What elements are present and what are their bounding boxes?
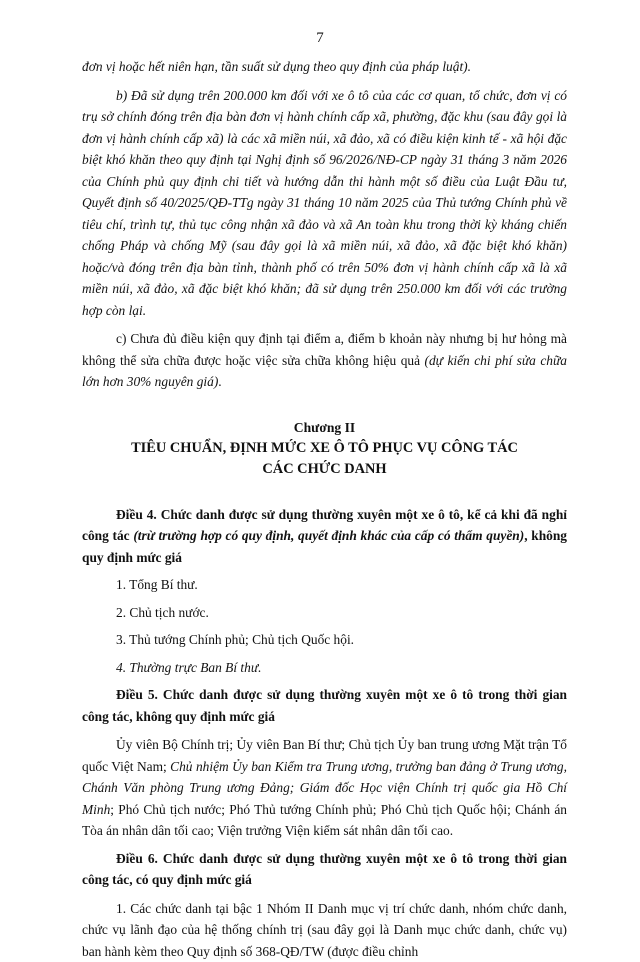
article-5-body-b: ; Phó Chủ tịch nước; Phó Thủ tướng Chính phủ; Phó Chủ tịch Quốc hội; Chánh án Tòa án nhân dân tối cao; Viện trưởng Viện kiểm sát nhân dân tối cao. bbox=[82, 802, 567, 839]
article-4-heading-b: , không quy định mức giá bbox=[82, 528, 567, 565]
article-4-heading-italic: (trừ trường hợp có quy định, quyết định khác của cấp có thẩm quyền) bbox=[133, 528, 524, 543]
chapter-title-line1: TIÊU CHUẨN, ĐỊNH MỨC XE Ô TÔ PHỤC VỤ CÔNG TÁC bbox=[82, 438, 567, 459]
chapter-label: Chương II bbox=[82, 417, 567, 438]
article-5-body bbox=[82, 734, 567, 842]
article-5-body-a: Ủy viên Bộ Chính trị; Ủy viên Ban Bí thư; Chủ tịch Ủy ban trung ương Mặt trận Tổ quốc Việt Nam; bbox=[82, 737, 567, 774]
point-c-italic: (dự kiến chi phí sửa chữa lớn hơn 30% nguyên giá) bbox=[82, 353, 567, 390]
article-5-heading: Điều 5. Chức danh được sử dụng thường xuyên một xe ô tô trong thời gian công tác, không quy định mức giá bbox=[82, 684, 567, 727]
article-4-heading bbox=[82, 504, 567, 569]
article-4-item: 4. Thường trực Ban Bí thư. bbox=[82, 657, 567, 679]
chapter-title-line2: CÁC CHỨC DANH bbox=[82, 459, 567, 480]
article-6-heading: Điều 6. Chức danh được sử dụng thường xuyên một xe ô tô trong thời gian công tác, có quy định mức giá bbox=[82, 848, 567, 891]
article-4-item: 1. Tổng Bí thư. bbox=[82, 574, 567, 596]
point-c-text: c) Chưa đủ điều kiện quy định tại điểm a, điểm b khoản này nhưng bị hư hỏng mà không thể sửa chữa được hoặc việc sửa chữa không hiệu quả bbox=[82, 331, 567, 368]
point-c-end: . bbox=[218, 374, 221, 389]
paragraph-point-b: b) Đã sử dụng trên 200.000 km đối với xe ô tô của các cơ quan, tổ chức, đơn vị có trụ sở chính đóng trên địa bàn đơn vị hành chính cấp xã, phường, đặc khu (sau đây gọi là đơn vị hành chính cấp xã) là các xã miền núi, xã đảo, xã có điều kiện kinh tế - xã hội đặc biệt khó khăn theo quy định tại Nghị định số 96/2026/NĐ-CP ngày 31 tháng 3 năm 2026 của Chính phủ quy định chi tiết và hướng dẫn thi hành một số điều của Luật Đầu tư, Quyết định số 40/2025/QĐ-TTg ngày 31 tháng 10 năm 2025 của Thủ tướng Chính phủ về tiêu chí, trình tự, thủ tục công nhận xã đảo và xã An toàn khu trong thời kỳ kháng chiến chống Pháp và chống Mỹ (sau đây gọi là xã miền núi, xã đảo, xã đặc biệt khó khăn) hoặc/và đóng trên địa bàn tỉnh, thành phố có trên 50% đơn vị hành chính cấp xã là xã miền núi, xã đảo, xã đặc biệt khó khăn; đã sử dụng trên 250.000 km đối với các trường hợp còn lại. bbox=[82, 85, 567, 322]
article-5-body-italic: Chủ nhiệm Ủy ban Kiểm tra Trung ương, trưởng ban đảng ở Trung ương, Chánh Văn phòng Trung ương Đảng; Giám đốc Học viện Chính trị quốc gia Hồ Chí Minh bbox=[82, 759, 567, 817]
article-4-item: 3. Thủ tướng Chính phủ; Chủ tịch Quốc hội. bbox=[82, 629, 567, 651]
article-4-heading-a: Điều 4. Chức danh được sử dụng thường xuyên một xe ô tô, kể cả khi đã nghỉ công tác bbox=[82, 507, 567, 544]
paragraph-continuation: đơn vị hoặc hết niên hạn, tần suất sử dụng theo quy định của pháp luật). bbox=[82, 56, 567, 78]
page-number: 7 bbox=[0, 30, 640, 47]
paragraph-point-c bbox=[82, 328, 567, 393]
article-4-item: 2. Chủ tịch nước. bbox=[82, 602, 567, 624]
document-body bbox=[82, 56, 567, 962]
chapter-heading bbox=[82, 417, 567, 480]
article-6-body: 1. Các chức danh tại bậc 1 Nhóm II Danh mục vị trí chức danh, nhóm chức danh, chức vụ lãnh đạo của hệ thống chính trị (sau đây gọi là Danh mục chức danh, chức vụ) ban hành kèm theo Quy định số 368-QĐ/TW (được điều chỉnh bbox=[82, 898, 567, 962]
